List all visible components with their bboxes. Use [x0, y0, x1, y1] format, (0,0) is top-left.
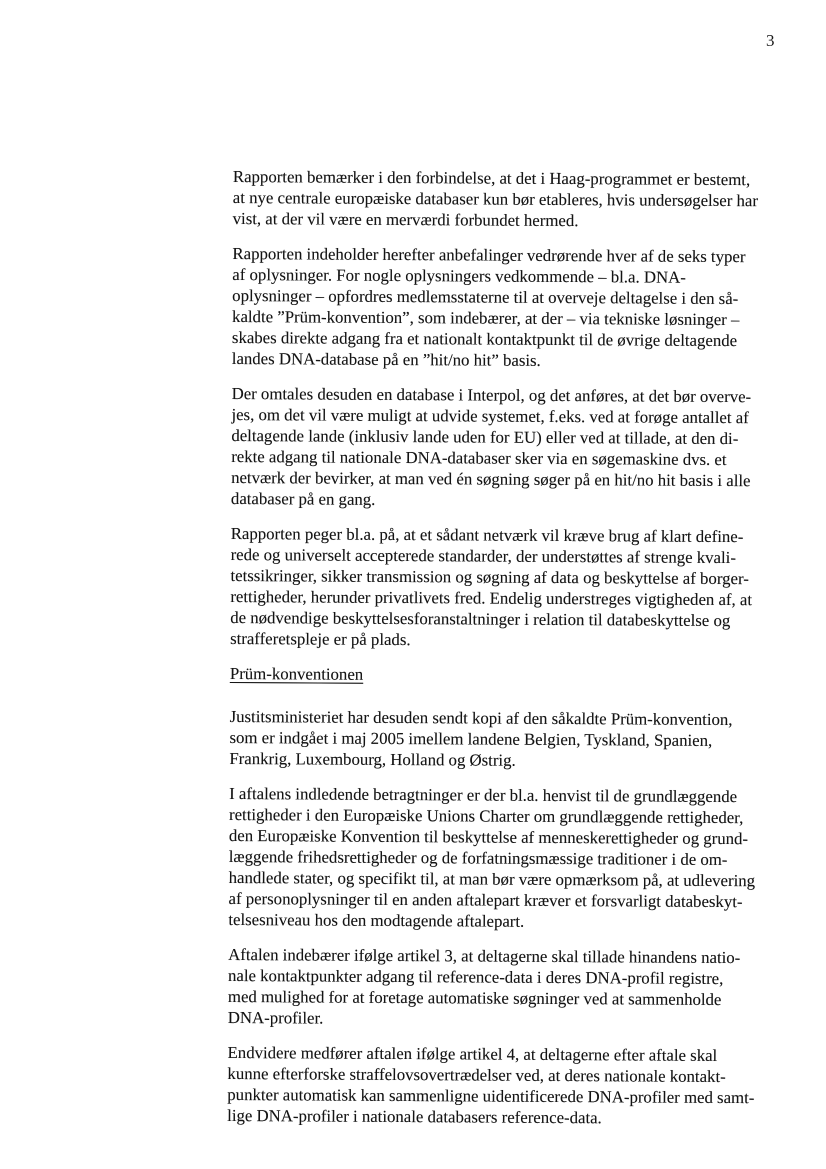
paragraph-block	[228, 944, 785, 1031]
text-line: rettigheder, herunder privatlivets fred. Endelig understreges vigtigheden af, at	[230, 586, 753, 610]
text-line: Justitsministeriet har desuden sendt kopi af den såkaldte Prüm-konvention,	[229, 706, 733, 730]
document-body	[227, 166, 789, 1143]
text-line: Prüm-konventionen	[229, 663, 364, 684]
text-line: handlede stater, og specifikt til, at man bør være opmærksom på, at udlevering	[228, 867, 756, 891]
text-line: oplysninger – opfordres medlemsstaterne til at overveje deltagelse i den så-	[232, 285, 739, 309]
text-line: rettigheder i den Europæiske Unions Charter om grundlæggende rettigheder,	[228, 804, 744, 828]
text-line: Rapporten peger bl.a. på, at et sådant netværk vil kræve brug af klart define-	[230, 523, 744, 547]
text-line: tetssikringer, sikker transmission og søgning af data og beskyttelse af borger-	[230, 565, 749, 589]
text-line: I aftalens indledende betragtninger er der bl.a. henvist til de grundlæggende	[229, 783, 738, 807]
text-line: af oplysninger. For nogle oplysningers vedkommende – bl.a. DNA-	[232, 264, 686, 287]
text-line: lige DNA-profiler i nationale databasers reference-data.	[227, 1105, 602, 1128]
text-line: vist, at der vil være en merværdi forbundet hermed.	[232, 208, 579, 231]
text-line: DNA-profiler.	[227, 1007, 324, 1028]
text-line: deltagende lande (inklusiv lande uden for EU) eller ved at tillade, at den di-	[231, 425, 739, 449]
text-line: læggende frihedsrettigheder og de forfatningsmæssige traditioner i de om-	[228, 846, 728, 870]
text-line: landes DNA-database på en ”hit/no hit” basis.	[231, 348, 541, 370]
paragraph-block	[232, 243, 789, 372]
text-line: Aftalen indebærer ifølge artikel 3, at deltagerne skal tillade hinandens natio-	[228, 944, 741, 968]
text-line: punkter automatisk kan sammenligne uidentificerede DNA-profiler med samt-	[227, 1084, 755, 1108]
paragraph-block	[233, 166, 789, 232]
text-line: strafferetspleje er på plads.	[230, 628, 411, 650]
paragraph-block	[227, 1042, 784, 1129]
text-line: kaldte ”Prüm-konvention”, som indebærer, at der – via tekniske løsninger –	[232, 306, 740, 330]
text-line: jes, om det vil være muligt at udvide systemet, f.eks. ved at forøge antallet af	[231, 404, 749, 428]
paragraph-block	[231, 383, 788, 512]
text-line: databaser på en gang.	[230, 488, 376, 509]
text-line: at nye centrale europæiske databaser kun bør etableres, hvis undersøgelser har	[232, 187, 759, 211]
text-line: telsesniveau hos den modtagende aftalepart.	[228, 909, 525, 931]
text-line: som er indgået i maj 2005 imellem landene Belgien, Tyskland, Spanien,	[229, 727, 713, 750]
section-heading	[230, 663, 786, 687]
text-line: rekte adgang til nationale DNA-databaser sker via en søgemaskine dvs. et	[231, 446, 727, 470]
text-line: med mulighed for at foretage automatiske søgninger ved at sammenholde	[227, 986, 722, 1009]
text-line: Rapporten indeholder herefter anbefalinger vedrørende hver af de seks typer	[232, 243, 746, 267]
paragraph-block	[229, 706, 785, 772]
text-line: Frankrig, Luxembourg, Holland og Østrig.	[229, 748, 516, 770]
text-line: Endvidere medfører aftalen ifølge artikel 4, at deltagerne efter aftale skal	[227, 1042, 718, 1065]
paragraph-block	[228, 783, 785, 933]
text-line: netværk der bevirker, at man ved én søgning søger på en hit/no hit basis i alle	[231, 467, 751, 491]
page-number: 3	[766, 31, 775, 50]
paragraph-block	[230, 523, 787, 652]
text-line: rede og universelt accepterede standarder, der understøttes af strenge kvali-	[230, 544, 737, 568]
text-line: nale kontaktpunkter adgang til reference-data i deres DNA-profil registre,	[227, 965, 724, 989]
text-line: Der omtales desuden en database i Interpol, og det anføres, at det bør overve-	[231, 383, 752, 407]
text-line: Rapporten bemærker i den forbindelse, at det i Haag-programmet er bestemt,	[232, 166, 751, 190]
text-line: de nødvendige beskyttelsesforanstaltninger i relation til databeskyttelse og	[230, 607, 731, 631]
text-line: den Europæiske Konvention til beskyttelse af menneskerettigheder og grund-	[228, 825, 749, 849]
text-line: af personoplysninger til en anden aftalepart kræver et forsvarligt databeskyt-	[228, 888, 743, 912]
text-line: skabes direkte adgang fra et nationalt kontaktpunkt til de øvrige deltagende	[231, 327, 738, 351]
text-line: kunne efterforske straffelovsovertrædelser ved, at deres nationale kontakt-	[227, 1063, 726, 1087]
